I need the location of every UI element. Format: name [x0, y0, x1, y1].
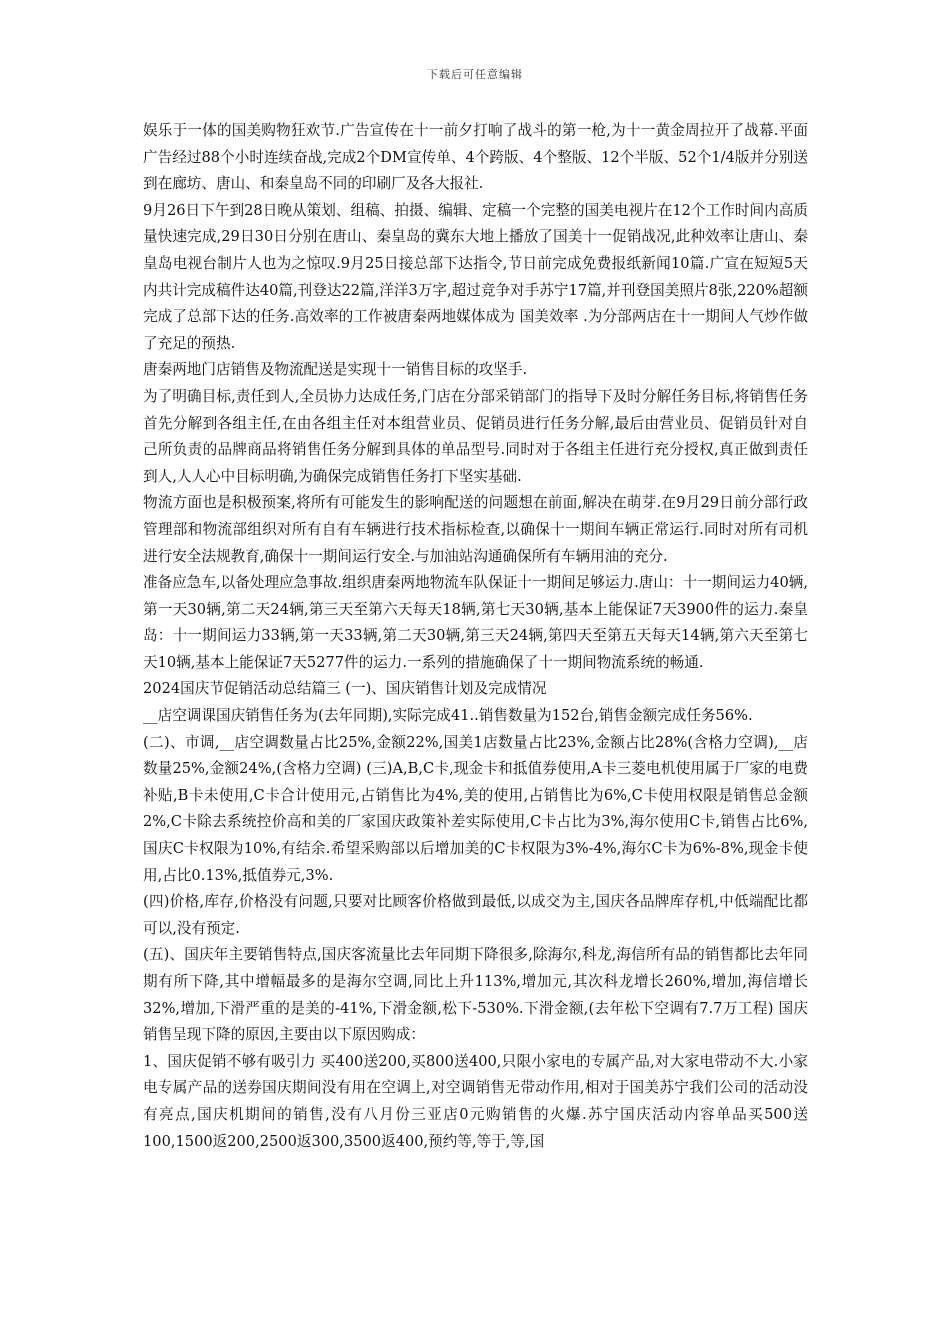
paragraph: 准备应急车,以备处理应急事故.组织唐秦两地物流车队保证十一期间足够运力.唐山：十一期间运力40辆,第一天30辆,第二天24辆,第三天至第六天每天18辆,第七天30辆,基本上能保证7天3900件的运力.秦皇岛：十一期间运力33辆,第一天33辆,第二天30辆,第三天24辆,第四天至第五天每天14辆,第六天至第七天10辆,基本上能保证7天5277件的运力.一系列的措施确保了十一期间物流系统的畅通.	[143, 574, 808, 671]
paragraph: __店空调课国庆销售任务为(去年同期),实际完成41..销售数量为152台,销售金额完成任务56%.	[143, 707, 753, 725]
paragraph: 为了明确目标,责任到人,全员协力达成任务,门店在分部采销部门的指导下及时分解任务目标,将销售任务首先分解到各组主任,在由各组主任对本组营业员、促销员进行任务分解,最后由营业员、促销员针对自己所负责的品牌商品将销售任务分解到具体的单品型号.同时对于各组主任进行充分授权,真正做到责任到人,人人心中目标明确,为确保完成销售任务打下坚实基础.	[143, 387, 808, 485]
paragraph: 唐秦两地门店销售及物流配送是实现十一销售目标的攻坚手.	[143, 361, 528, 379]
paragraph: (二)、市调,__店空调数量占比25%,金额22%,国美1店数量占比23%,金额占比28%(含格力空调),__店数量25%,金额24%,(含格力空调) (三)A,B,C卡,现金卡和抵值券使用,A卡三菱电机使用属于厂家的电费补贴,B卡未使用,C卡合计使用元,占销售比为4%,美的使用,占销售比为6%,C卡使用权限是销售总金额2%,C卡除去系统控价高和美的厂家国庆政策补差实际使用,C卡占比为3%,海尔使用C卡,销售占比6%,国庆C卡权限为10%,有结余.希望采购部以后增加美的C卡权限为3%-4%,海尔C卡为6%-8%,现金卡使用,占比0.13%,抵值券元,3%.	[143, 733, 808, 884]
paragraph: (五)、国庆年主要销售特点,国庆客流量比去年同期下降很多,除海尔,科龙,海信所有品的销售都比去年同期有所下降,其中增幅最多的是海尔空调,同比上升113%,增加元,其次科龙增长260%,增加,海信增长32%,增加,下滑严重的是美的-41%,下滑金额,松下-530%.下滑金额,(去年松下空调有7.7万工程) 国庆销售呈现下降的原因,主要由以下原因购成：	[143, 946, 808, 1044]
paragraph: 9月26日下午到28日晚从策划、组稿、拍摄、编辑、定稿一个完整的国美电视片在12个工作时间内高质量快速完成,29日30日分别在唐山、秦皇岛的冀东大地上播放了国美十一促销战况,此种效率让唐山、秦皇岛电视台制片人也为之惊叹.9月25日接总部下达指令,节日前完成免费报纸新闻10篇.广宣在短短5天内共计完成稿件达40篇,刊登达22篇,洋洋3万字,超过竞争对手苏宁17篇,并刊登国美照片8张,220%超额完成了总部下达的任务.高效率的工作被唐秦两地媒体成为 国美效率 .为分部两店在十一期间人气炒作做了充足的预热.	[143, 201, 808, 352]
paragraph: 娱乐于一体的国美购物狂欢节.广告宣传在十一前夕打响了战斗的第一枪,为十一黄金周拉开了战幕.平面广告经过88个小时连续奋战,完成2个DM宣传单、4个跨版、4个整版、12个半版、52个1/4版并分别送到在廊坊、唐山、和秦皇岛不同的印刷厂及各大报社.	[143, 122, 808, 193]
section-heading: 2024国庆节促销活动总结篇三 (一)、国庆销售计划及完成情况	[143, 680, 547, 698]
page-header-note: 下载后可任意编辑	[427, 68, 523, 81]
paragraph: 物流方面也是积极预案,将所有可能发生的影响配送的问题想在前面,解决在萌芽.在9月29日前分部行政管理部和物流部组织对所有自有车辆进行技术指标检查,以确保十一期间车辆正常运行.同时对所有司机进行安全法规教育,确保十一期间运行安全.与加油站沟通确保所有车辆用油的充分.	[143, 494, 808, 565]
document-body	[143, 118, 808, 1155]
paragraph: 1、国庆促销不够有吸引力 买400送200,买800送400,只限小家电的专属产品,对大家电带动不大.小家电专属产品的送券国庆期间没有用在空调上,对空调销售无带动作用,相对于国美苏宁我们公司的活动没有亮点,国庆机期间的销售,没有八月份三亚店0元购销售的火爆.苏宁国庆活动内容单品买500送100,1500返200,2500返300,3500返400,预约等,等于,等,国	[143, 1052, 808, 1150]
paragraph: (四)价格,库存,价格没有问题,只要对比顾客价格做到最低,以成交为主,国庆各品牌库存机,中低端配比都可以,没有预定.	[143, 893, 808, 937]
